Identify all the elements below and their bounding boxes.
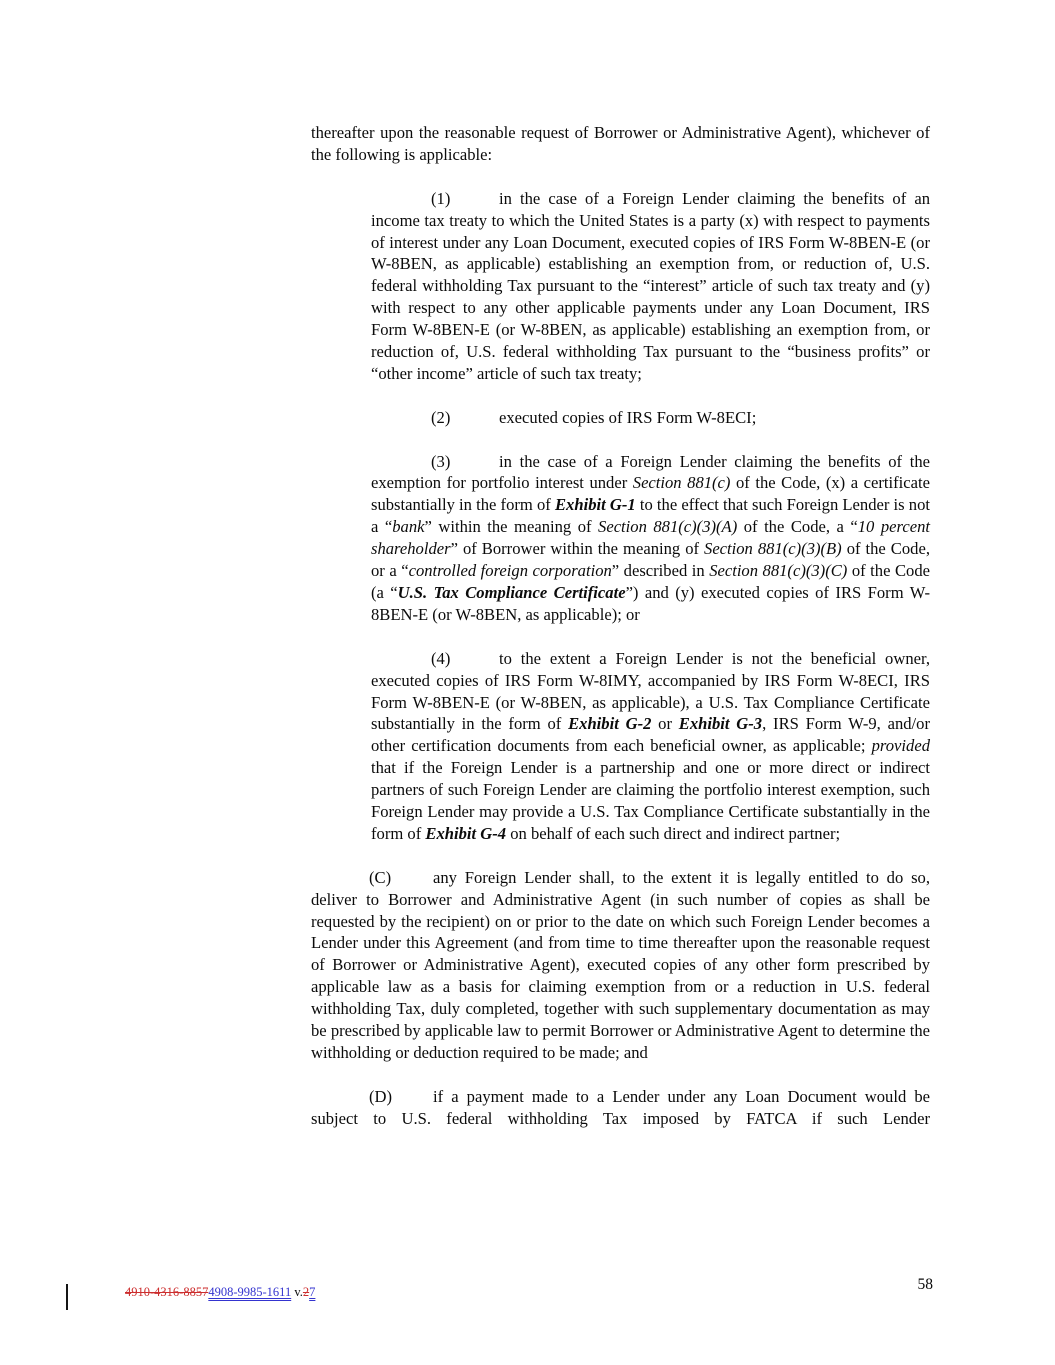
version-prefix: v.: [291, 1285, 303, 1299]
text-segment: , IRS Form W-9, and/or other certification documents from each beneficial owner, as applicable;: [371, 714, 930, 756]
paragraph: [311, 122, 930, 166]
text-segment: that if the Foreign Lender is a partnership and one or more direct or indirect partners of such Foreign Lender are claiming the portfolio interest exemption, such Foreign Lender may provide a U.S. Tax Compliance Certificate substantially in the form of: [371, 758, 930, 843]
text-segment: Section 881(c)(3)(C): [709, 561, 848, 581]
paragraph-label: (3): [431, 451, 451, 471]
text-segment: 10 percent shareholder: [371, 517, 930, 559]
text-segment: Section 881(c): [632, 473, 731, 493]
text-segment: U.S. Tax Compliance Certificate: [397, 582, 626, 602]
footer-doc-id: [125, 1283, 315, 1301]
text-segment: provided: [871, 736, 930, 756]
text-segment: of the Code, or a “: [371, 539, 930, 581]
inserted-doc-id: 4908-9985-1611: [208, 1285, 292, 1299]
paragraph: [311, 1086, 930, 1130]
page-number: 58: [917, 1276, 933, 1293]
paragraph: [371, 451, 930, 626]
text-segment: Section 881(c)(3)(A): [598, 517, 738, 537]
text-segment: executed copies of IRS Form W-8ECI;: [499, 407, 757, 427]
text-segment: of the Code (a “: [371, 561, 930, 602]
paragraph-label: (C): [369, 867, 392, 887]
text-segment: Exhibit G-1: [554, 495, 636, 515]
text-segment: on behalf of each such direct and indirect partner;: [506, 823, 841, 843]
paragraph: [371, 407, 930, 429]
text-segment: Exhibit G-3: [678, 714, 763, 734]
text-segment: of the Code, a “: [737, 517, 858, 537]
deleted-doc-id: 4910-4316-8857: [125, 1285, 209, 1299]
text-segment: ” within the meaning of: [424, 517, 599, 537]
paragraph-label: (D): [369, 1086, 393, 1106]
paragraph-label: (2): [431, 407, 451, 427]
text-segment: to the effect that such Foreign Lender is not a “: [371, 495, 930, 537]
text-segment: in the case of a Foreign Lender claiming the benefits of an income tax treaty to which the United States is a party (x) with respect to payments of interest under any Loan Document, executed copies of IRS Form W-8BEN-E (or W-8BEN, as applicable) establishing an exemption from, or reduction of, U.S. federal withholding Tax pursuant to the “interest” article of such tax treaty and (y) with respect to any other applicable payments under any Loan Document, IRS Form W-8BEN-E (or W-8BEN, as applicable) establishing an exemption from, or reduction of, U.S. federal withholding Tax pursuant to the “business profits” or “other income” article of such tax treaty;: [371, 188, 930, 383]
text-segment: to the extent a Foreign Lender is not the beneficial owner, executed copies of IRS Form W-8IMY, accompanied by IRS Form W-8ECI, IRS Form W-8BEN-E (or W-8BEN, as applicable), a U.S. Tax Compliance Certificate substantially in the form of: [371, 648, 930, 734]
document-body: [311, 122, 930, 1130]
paragraph: [311, 867, 930, 1064]
text-segment: bank: [392, 517, 425, 537]
text-segment: or: [651, 714, 679, 734]
text-segment: if a payment made to a Lender under any Loan Document would be subject to U.S. federal withholding Tax imposed by FATCA if such Lender: [311, 1086, 930, 1128]
paragraph-label: (4): [431, 648, 451, 668]
text-segment: Section 881(c)(3)(B): [704, 539, 842, 559]
deleted-version: 2: [302, 1285, 310, 1299]
text-segment: Exhibit G-4: [425, 823, 507, 843]
paragraph: [371, 188, 930, 385]
text-segment: ” described in: [611, 561, 710, 581]
text-segment: ” of Borrower within the meaning of: [450, 539, 705, 559]
text-segment: thereafter upon the reasonable request of Borrower or Administrative Agent), whichever of the following is applicable:: [311, 123, 930, 164]
revision-change-bar: [66, 1284, 68, 1310]
text-segment: controlled foreign corporation: [408, 561, 612, 581]
text-segment: any Foreign Lender shall, to the extent it is legally entitled to do so, deliver to Borrower and Administrative Agent (in such number of copies as shall be requested by the recipient) on or prior to the date on which such Foreign Lender becomes a Lender under this Agreement (and from time to time thereafter upon the reasonable request of Borrower or Administrative Agent), executed copies of any other form prescribed by applicable law as a basis for claiming exemption from or a reduction in U.S. federal withholding Tax, duly completed, together with such supplementary documentation as may be prescribed by applicable law to permit Borrower or Administrative Agent to determine the withholding or deduction required to be made; and: [311, 867, 930, 1062]
paragraph-label: (1): [431, 188, 451, 208]
text-segment: in the case of a Foreign Lender claiming the benefits of the exemption for portfolio interest under: [371, 451, 930, 493]
inserted-version: 7: [309, 1285, 316, 1299]
paragraph: [371, 648, 930, 845]
text-segment: of the Code, (x) a certificate substantially in the form of: [371, 473, 930, 515]
text-segment: Exhibit G-2: [568, 714, 652, 734]
text-segment: ”) and (y) executed copies of IRS Form W-8BEN-E (or W-8BEN, as applicable); or: [371, 582, 930, 624]
